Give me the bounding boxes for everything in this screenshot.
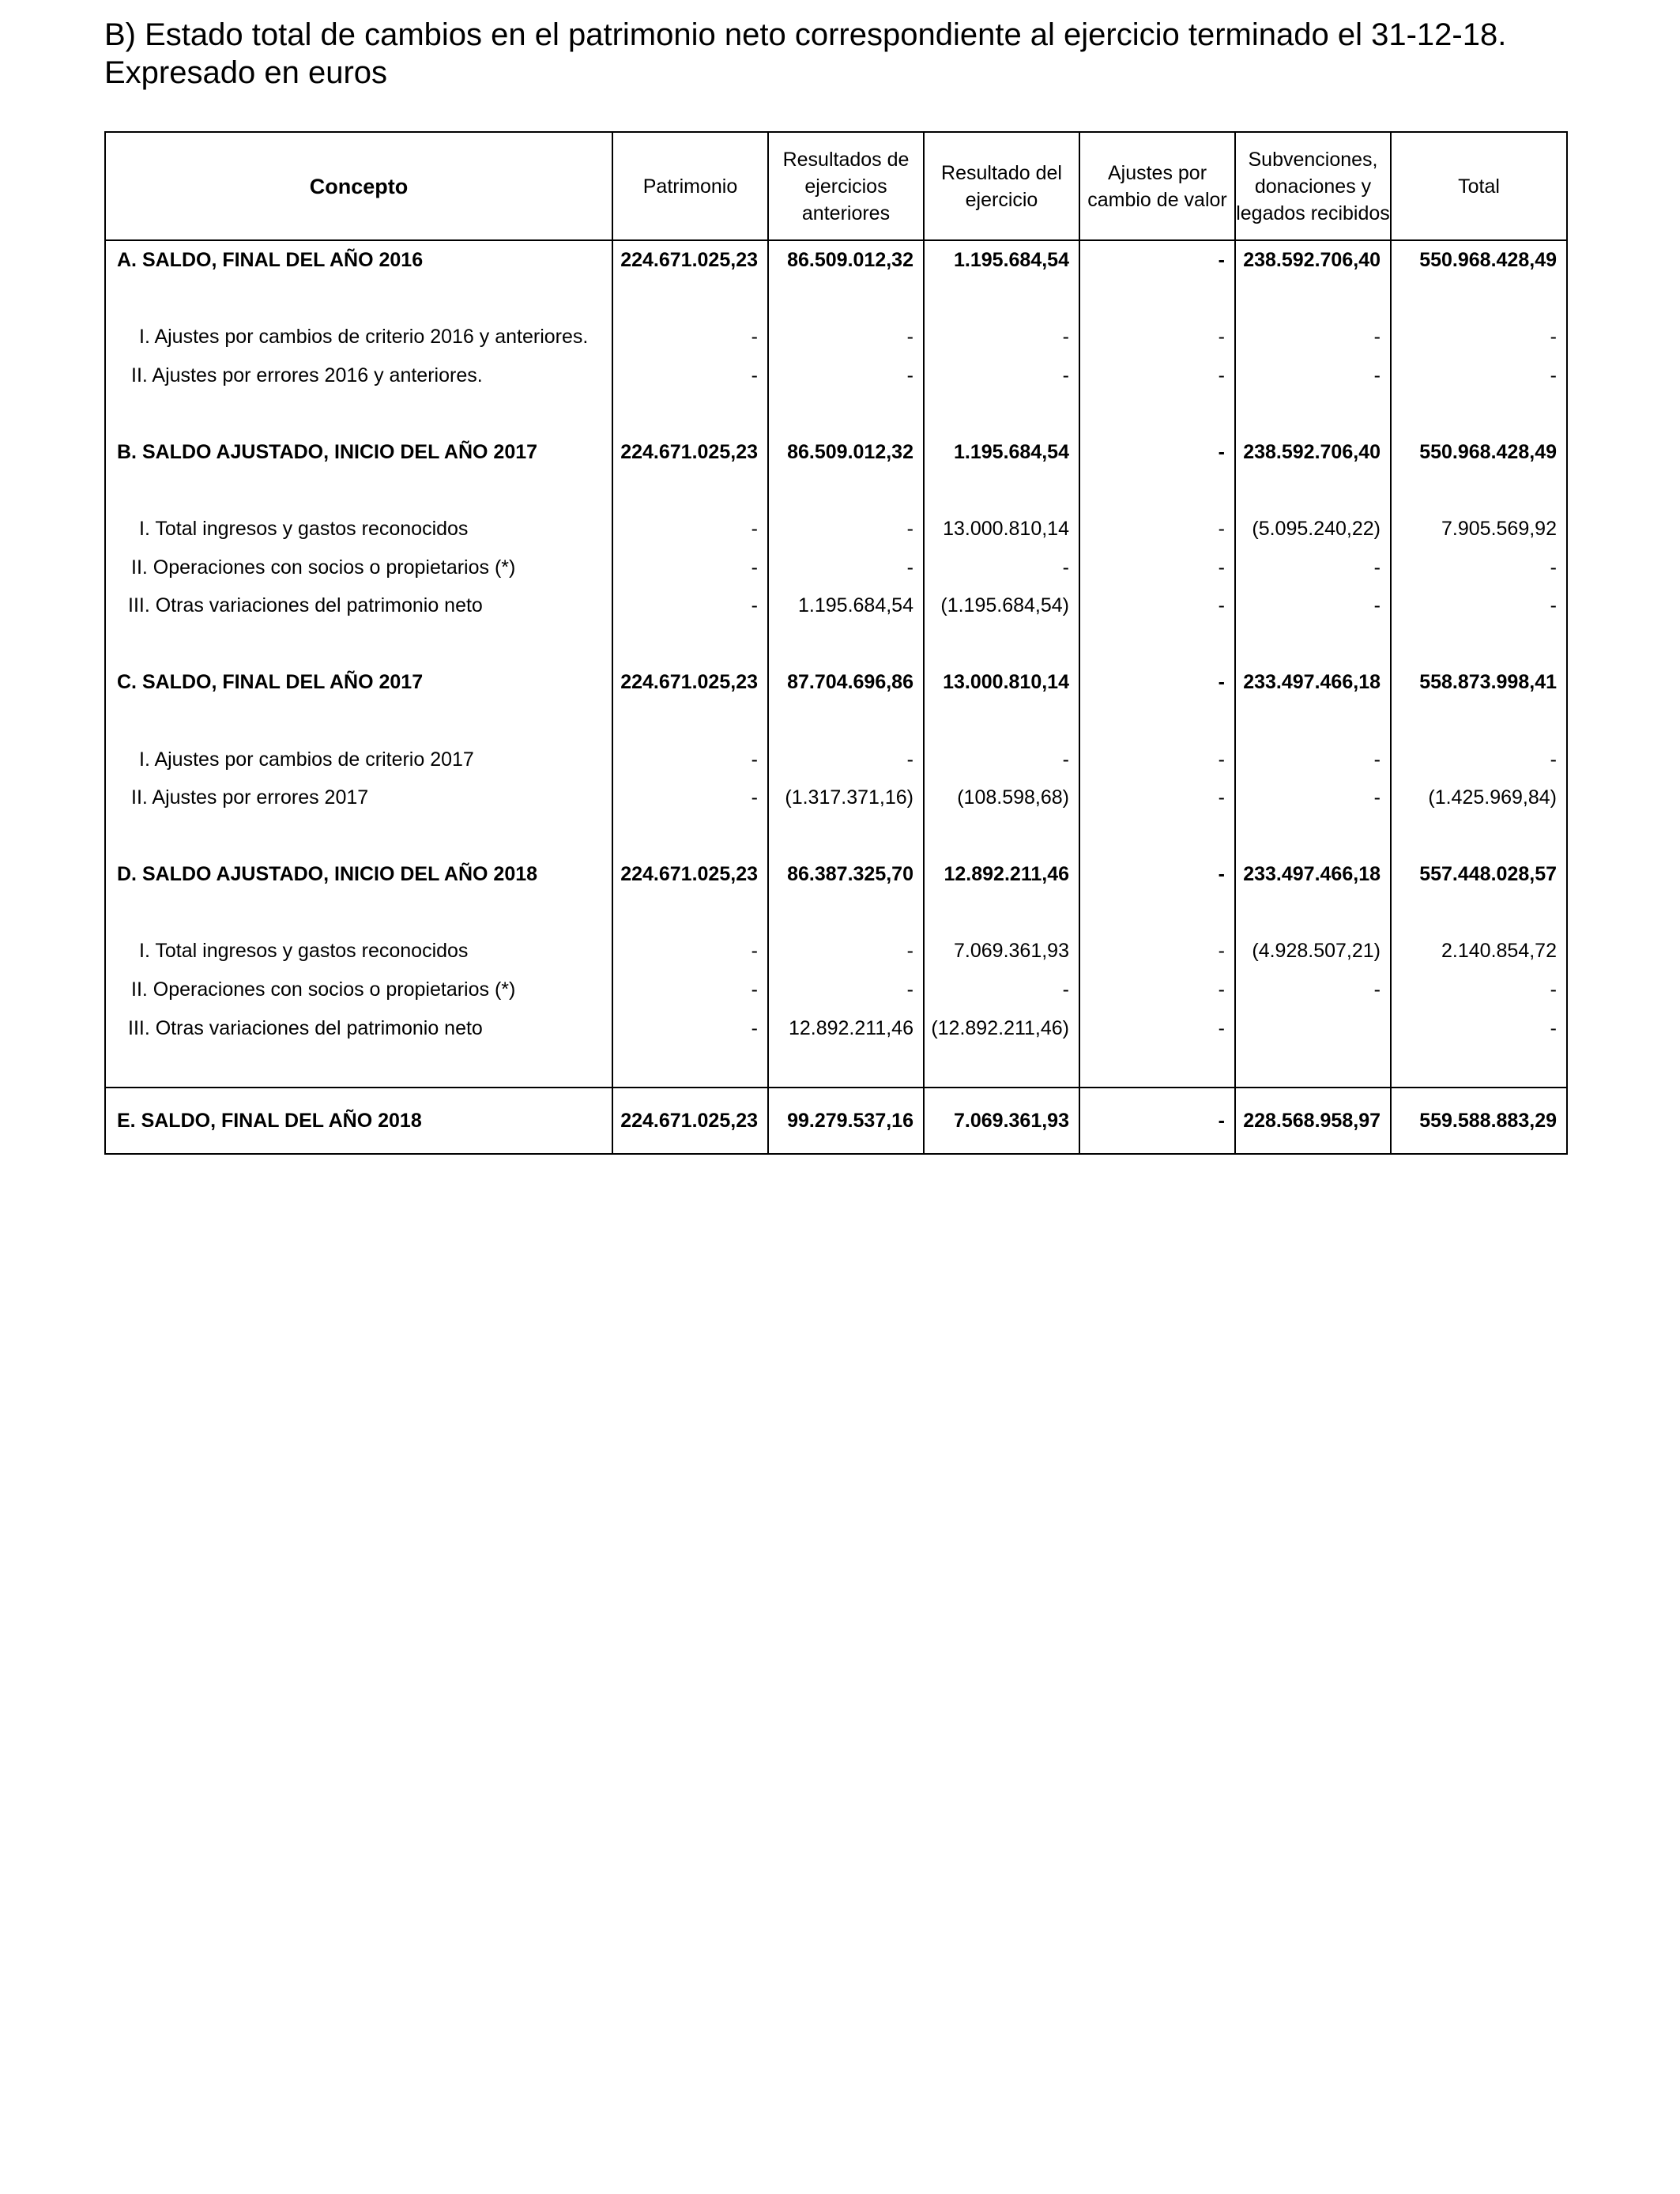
cell-ajustes-valor: - [1079, 664, 1235, 703]
cell-resultados-anteriores: - [768, 933, 924, 971]
cell-patrimonio: - [612, 548, 768, 587]
row-label: B. SALDO AJUSTADO, INICIO DEL AÑO 2017 [105, 433, 612, 472]
cell-total: 550.968.428,49 [1391, 240, 1567, 280]
cell-subvenciones: 238.592.706,40 [1235, 433, 1391, 472]
cell-subvenciones: 233.497.466,18 [1235, 856, 1391, 895]
cell-total: - [1391, 548, 1567, 587]
cell-subvenciones: - [1235, 586, 1391, 625]
cell-resultado-ejercicio: 7.069.361,93 [924, 1088, 1079, 1154]
table-header-row [105, 132, 1567, 240]
document-title: B) Estado total de cambios en el patrimonio neto correspondiente al ejercicio terminado el 31-12-18. Expresado en euros [104, 17, 1507, 90]
cell-patrimonio: - [612, 318, 768, 356]
cell-resultado-ejercicio: - [924, 741, 1079, 779]
cell-total: - [1391, 1009, 1567, 1048]
cell-patrimonio: 224.671.025,23 [612, 433, 768, 472]
cell-ajustes-valor: - [1079, 318, 1235, 356]
cell-resultado-ejercicio: 1.195.684,54 [924, 433, 1079, 472]
table-row [105, 548, 1567, 587]
cell-patrimonio: - [612, 778, 768, 817]
cell-ajustes-valor: - [1079, 548, 1235, 587]
cell-ajustes-valor: - [1079, 356, 1235, 395]
row-label: I. Ajustes por cambios de criterio 2016 y anteriores. [105, 318, 612, 356]
cell-total: - [1391, 318, 1567, 356]
row-label: I. Total ingresos y gastos reconocidos [105, 933, 612, 971]
cell-patrimonio: - [612, 586, 768, 625]
cell-resultados-anteriores: - [768, 510, 924, 548]
row-label: I. Ajustes por cambios de criterio 2017 [105, 741, 612, 779]
cell-resultados-anteriores: 86.509.012,32 [768, 240, 924, 280]
cell-resultado-ejercicio: - [924, 318, 1079, 356]
row-label: II. Operaciones con socios o propietarios (*) [105, 971, 612, 1009]
cell-patrimonio: 224.671.025,23 [612, 240, 768, 280]
cell-total: 558.873.998,41 [1391, 664, 1567, 703]
row-label: D. SALDO AJUSTADO, INICIO DEL AÑO 2018 [105, 856, 612, 895]
cell-ajustes-valor: - [1079, 933, 1235, 971]
row-label: III. Otras variaciones del patrimonio neto [105, 586, 612, 625]
header-total: Total [1391, 132, 1567, 240]
header-concepto: Concepto [105, 132, 612, 240]
row-label: C. SALDO, FINAL DEL AÑO 2017 [105, 664, 612, 703]
cell-ajustes-valor: - [1079, 433, 1235, 472]
cell-resultados-anteriores: 99.279.537,16 [768, 1088, 924, 1154]
cell-subvenciones: - [1235, 318, 1391, 356]
table-row [105, 971, 1567, 1009]
cell-total: - [1391, 741, 1567, 779]
cell-ajustes-valor: - [1079, 1088, 1235, 1154]
cell-patrimonio: - [612, 971, 768, 1009]
cell-resultados-anteriores: - [768, 356, 924, 395]
cell-subvenciones: - [1235, 741, 1391, 779]
cell-resultados-anteriores: 12.892.211,46 [768, 1009, 924, 1048]
cell-subvenciones: - [1235, 778, 1391, 817]
cell-resultado-ejercicio: 12.892.211,46 [924, 856, 1079, 895]
cell-patrimonio: - [612, 1009, 768, 1048]
cell-resultado-ejercicio: - [924, 548, 1079, 587]
cell-resultado-ejercicio: 1.195.684,54 [924, 240, 1079, 280]
table-row [105, 856, 1567, 895]
cell-patrimonio: 224.671.025,23 [612, 856, 768, 895]
cell-resultados-anteriores: 86.387.325,70 [768, 856, 924, 895]
cell-total: 550.968.428,49 [1391, 433, 1567, 472]
spacer-row [105, 817, 1567, 856]
spacer-row [105, 894, 1567, 933]
table-row [105, 586, 1567, 625]
cell-ajustes-valor: - [1079, 971, 1235, 1009]
cell-resultado-ejercicio: - [924, 971, 1079, 1009]
row-label: II. Operaciones con socios o propietarios (*) [105, 548, 612, 587]
cell-subvenciones: - [1235, 548, 1391, 587]
header-resultado-ejercicio: Resultado del ejercicio [924, 132, 1079, 240]
cell-total: 557.448.028,57 [1391, 856, 1567, 895]
table-row [105, 240, 1567, 280]
row-label: II. Ajustes por errores 2017 [105, 778, 612, 817]
spacer-row [105, 280, 1567, 319]
cell-total: - [1391, 586, 1567, 625]
spacer-row [105, 625, 1567, 664]
cell-total: 2.140.854,72 [1391, 933, 1567, 971]
equity-changes-table [104, 131, 1568, 1155]
cell-subvenciones: - [1235, 356, 1391, 395]
cell-total: 7.905.569,92 [1391, 510, 1567, 548]
cell-resultados-anteriores: - [768, 548, 924, 587]
cell-ajustes-valor: - [1079, 778, 1235, 817]
cell-ajustes-valor: - [1079, 1009, 1235, 1048]
table-row [105, 1009, 1567, 1048]
table-row [105, 664, 1567, 703]
header-subvenciones: Subvenciones, donaciones y legados recibidos [1235, 132, 1391, 240]
cell-resultado-ejercicio: 13.000.810,14 [924, 664, 1079, 703]
row-label: E. SALDO, FINAL DEL AÑO 2018 [105, 1088, 612, 1154]
cell-total: (1.425.969,84) [1391, 778, 1567, 817]
cell-subvenciones [1235, 1009, 1391, 1048]
header-resultados-anteriores: Resultados de ejercicios anteriores [768, 132, 924, 240]
cell-resultados-anteriores: 87.704.696,86 [768, 664, 924, 703]
cell-resultado-ejercicio: (108.598,68) [924, 778, 1079, 817]
table-row [105, 741, 1567, 779]
cell-total: - [1391, 971, 1567, 1009]
row-label: I. Total ingresos y gastos reconocidos [105, 510, 612, 548]
cell-ajustes-valor: - [1079, 510, 1235, 548]
cell-patrimonio: - [612, 510, 768, 548]
table-row-final-total [105, 1088, 1567, 1154]
cell-resultado-ejercicio: - [924, 356, 1079, 395]
cell-subvenciones: 238.592.706,40 [1235, 240, 1391, 280]
table-row [105, 318, 1567, 356]
cell-resultados-anteriores: (1.317.371,16) [768, 778, 924, 817]
cell-resultados-anteriores: - [768, 318, 924, 356]
cell-resultados-anteriores: 1.195.684,54 [768, 586, 924, 625]
row-label: A. SALDO, FINAL DEL AÑO 2016 [105, 240, 612, 280]
cell-resultados-anteriores: - [768, 971, 924, 1009]
cell-ajustes-valor: - [1079, 856, 1235, 895]
spacer-row [105, 472, 1567, 511]
table-row [105, 933, 1567, 971]
cell-subvenciones: - [1235, 971, 1391, 1009]
table-row [105, 433, 1567, 472]
cell-patrimonio: - [612, 741, 768, 779]
spacer-row [105, 1047, 1567, 1088]
spacer-row [105, 394, 1567, 433]
spacer-row [105, 702, 1567, 741]
table-row [105, 510, 1567, 548]
cell-resultado-ejercicio: (1.195.684,54) [924, 586, 1079, 625]
cell-ajustes-valor: - [1079, 741, 1235, 779]
cell-resultados-anteriores: - [768, 741, 924, 779]
header-patrimonio: Patrimonio [612, 132, 768, 240]
cell-ajustes-valor: - [1079, 240, 1235, 280]
cell-resultado-ejercicio: 13.000.810,14 [924, 510, 1079, 548]
cell-subvenciones: 228.568.958,97 [1235, 1088, 1391, 1154]
cell-subvenciones: (4.928.507,21) [1235, 933, 1391, 971]
cell-resultados-anteriores: 86.509.012,32 [768, 433, 924, 472]
table-row [105, 356, 1567, 395]
equity-changes-table-container [104, 131, 1566, 1155]
cell-resultado-ejercicio: 7.069.361,93 [924, 933, 1079, 971]
cell-patrimonio: - [612, 356, 768, 395]
cell-patrimonio: - [612, 933, 768, 971]
header-ajustes-valor: Ajustes por cambio de valor [1079, 132, 1235, 240]
cell-subvenciones: (5.095.240,22) [1235, 510, 1391, 548]
cell-total: 559.588.883,29 [1391, 1088, 1567, 1154]
cell-patrimonio: 224.671.025,23 [612, 664, 768, 703]
cell-total: - [1391, 356, 1567, 395]
row-label: III. Otras variaciones del patrimonio neto [105, 1009, 612, 1048]
table-row [105, 778, 1567, 817]
cell-resultado-ejercicio: (12.892.211,46) [924, 1009, 1079, 1048]
cell-patrimonio: 224.671.025,23 [612, 1088, 768, 1154]
cell-ajustes-valor: - [1079, 586, 1235, 625]
cell-subvenciones: 233.497.466,18 [1235, 664, 1391, 703]
row-label: II. Ajustes por errores 2016 y anteriores. [105, 356, 612, 395]
